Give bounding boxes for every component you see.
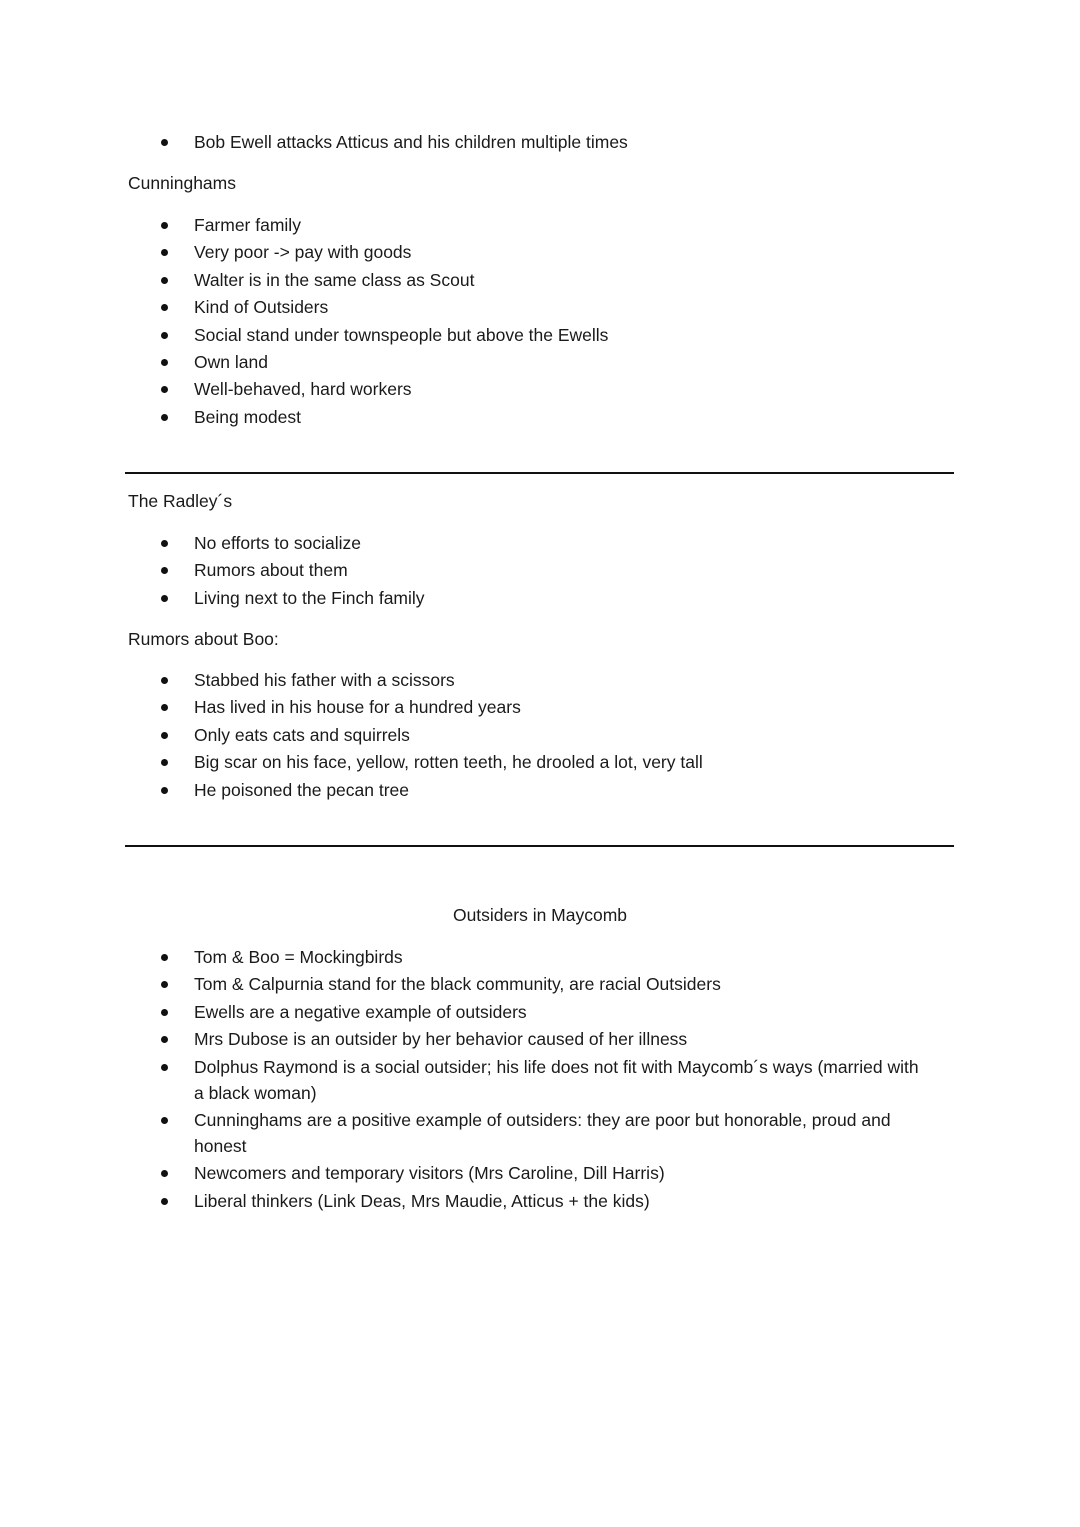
section-divider xyxy=(125,845,954,847)
section-divider xyxy=(125,472,954,474)
list-item: Cunninghams are a positive example of outsiders: they are poor but honorable, proud and honest xyxy=(0,1107,1080,1159)
list-item: No efforts to socialize xyxy=(0,530,1080,556)
list-item: Walter is in the same class as Scout xyxy=(0,267,1080,293)
section-heading-radleys: The Radley´s xyxy=(128,491,233,511)
list-item: Mrs Dubose is an outsider by her behavior caused of her illness xyxy=(0,1026,1080,1052)
section-heading-outsiders: Outsiders in Maycomb xyxy=(452,905,628,925)
cunninghams-bullet-list xyxy=(0,212,1080,431)
list-item: Bob Ewell attacks Atticus and his children multiple times xyxy=(0,129,1080,155)
list-item: Living next to the Finch family xyxy=(0,585,1080,611)
list-item: Liberal thinkers (Link Deas, Mrs Maudie, Atticus + the kids) xyxy=(0,1188,1080,1214)
radleys-bullet-list xyxy=(0,530,1080,612)
list-item: Newcomers and temporary visitors (Mrs Caroline, Dill Harris) xyxy=(0,1160,1080,1186)
list-item: Has lived in his house for a hundred years xyxy=(0,694,1080,720)
list-item: Social stand under townspeople but above the Ewells xyxy=(0,322,1080,348)
list-item: Very poor -> pay with goods xyxy=(0,239,1080,265)
list-item: Stabbed his father with a scissors xyxy=(0,667,1080,693)
list-item: He poisoned the pecan tree xyxy=(0,777,1080,803)
section-heading-boo-rumors: Rumors about Boo: xyxy=(128,629,279,649)
list-item: Big scar on his face, yellow, rotten teeth, he drooled a lot, very tall xyxy=(0,749,1080,775)
list-item: Kind of Outsiders xyxy=(0,294,1080,320)
list-item: Ewells are a negative example of outsiders xyxy=(0,999,1080,1025)
list-item: Tom & Boo = Mockingbirds xyxy=(0,944,1080,970)
list-item: Own land xyxy=(0,349,1080,375)
list-item: Farmer family xyxy=(0,212,1080,238)
outsiders-bullet-list xyxy=(0,944,1080,1215)
list-item: Being modest xyxy=(0,404,1080,430)
top-bullet-list xyxy=(0,129,1080,156)
list-item: Only eats cats and squirrels xyxy=(0,722,1080,748)
list-item: Well-behaved, hard workers xyxy=(0,376,1080,402)
list-item: Rumors about them xyxy=(0,557,1080,583)
section-heading-cunninghams: Cunninghams xyxy=(128,173,236,193)
list-item: Dolphus Raymond is a social outsider; his life does not fit with Maycomb´s ways (married with a black woman) xyxy=(0,1054,1080,1106)
list-item: Tom & Calpurnia stand for the black community, are racial Outsiders xyxy=(0,971,1080,997)
boo-rumors-bullet-list xyxy=(0,667,1080,804)
